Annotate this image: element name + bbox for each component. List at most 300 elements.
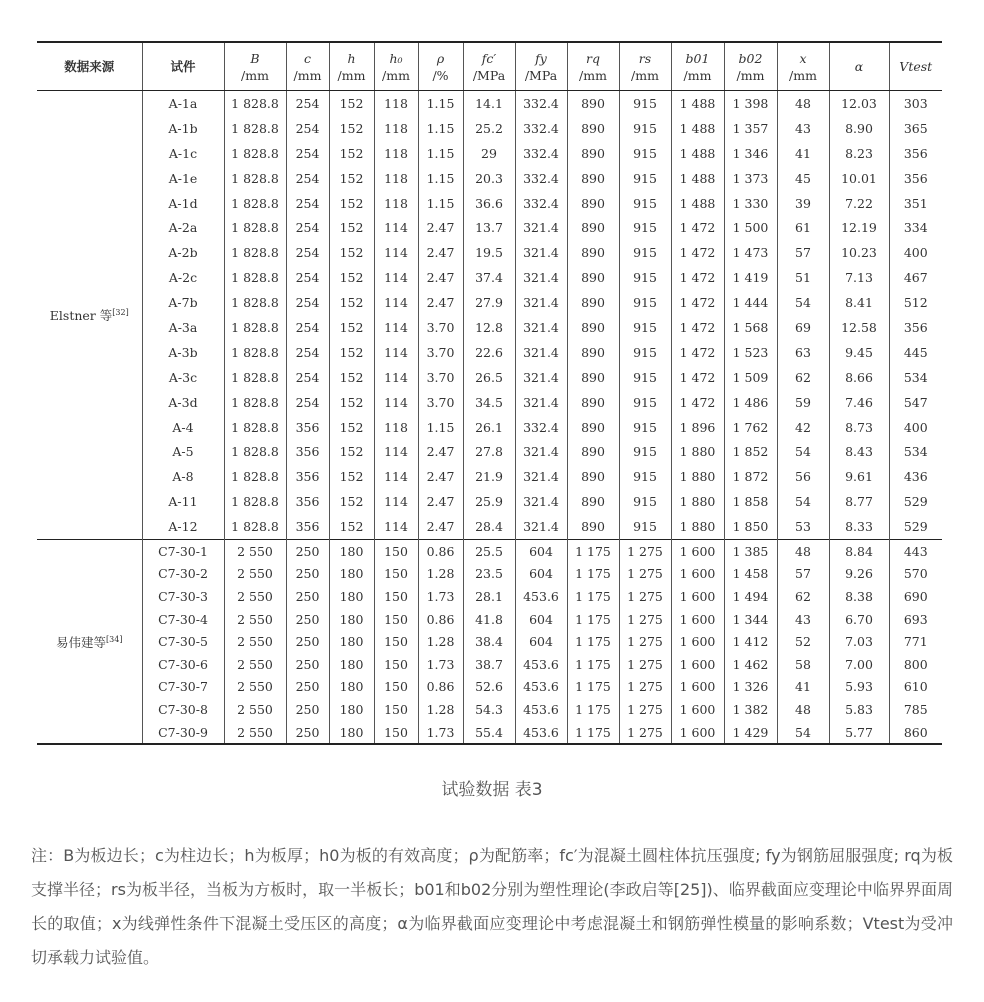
table-cell: 890	[567, 365, 619, 390]
table-cell: 604	[515, 540, 567, 563]
table-cell: 1 412	[724, 630, 777, 653]
table-cell: 114	[374, 215, 418, 240]
column-symbol: x	[799, 50, 807, 66]
table-row	[37, 91, 942, 116]
specimen-cell: A-2b	[142, 240, 224, 265]
table-cell: 152	[329, 439, 374, 464]
table-cell: 5.83	[829, 698, 889, 721]
table-row	[37, 563, 942, 586]
table-cell: 13.7	[463, 215, 515, 240]
table-cell: 1 330	[724, 191, 777, 216]
table-cell: 26.1	[463, 415, 515, 440]
table-cell: 529	[889, 489, 942, 514]
column-symbol: fy	[535, 50, 547, 66]
table-cell: 529	[889, 514, 942, 539]
table-cell: 19.5	[463, 240, 515, 265]
table-cell: 8.73	[829, 415, 889, 440]
table-cell: 114	[374, 514, 418, 539]
table-cell: 41	[777, 141, 829, 166]
table-cell: 321.4	[515, 215, 567, 240]
table-cell: 453.6	[515, 721, 567, 745]
table-cell: 1 880	[671, 514, 724, 539]
table-cell: 57	[777, 563, 829, 586]
table-cell: 152	[329, 265, 374, 290]
table-cell: 10.01	[829, 166, 889, 191]
table-cell: 48	[777, 540, 829, 563]
specimen-cell: C7-30-4	[142, 608, 224, 631]
column-symbol: rq	[586, 50, 600, 66]
table-cell: 21.9	[463, 464, 515, 489]
specimen-cell: A-5	[142, 439, 224, 464]
table-cell: 7.22	[829, 191, 889, 216]
specimen-cell: C7-30-5	[142, 630, 224, 653]
table-cell: 48	[777, 698, 829, 721]
table-cell: 1 828.8	[224, 514, 286, 539]
table-cell: 332.4	[515, 141, 567, 166]
table-cell: 254	[286, 91, 329, 116]
specimen-cell: A-3a	[142, 315, 224, 340]
table-cell: 604	[515, 630, 567, 653]
column-unit: /mm	[579, 67, 607, 83]
specimen-cell: A-1a	[142, 91, 224, 116]
table-row	[37, 191, 942, 216]
table-cell: 321.4	[515, 439, 567, 464]
table-cell: 118	[374, 116, 418, 141]
table-cell: 57	[777, 240, 829, 265]
table-cell: 771	[889, 630, 942, 653]
table-cell: 1 488	[671, 166, 724, 191]
table-cell: 1 175	[567, 721, 619, 745]
table-cell: 321.4	[515, 365, 567, 390]
table-cell: 150	[374, 653, 418, 676]
table-cell: 14.1	[463, 91, 515, 116]
table-cell: 915	[619, 215, 671, 240]
table-cell: 114	[374, 290, 418, 315]
table-cell: 1 175	[567, 540, 619, 563]
table-cell: 1 444	[724, 290, 777, 315]
table-cell: 54	[777, 721, 829, 745]
column-unit: /mm	[241, 67, 269, 83]
column-symbol: h	[347, 50, 356, 66]
table-cell: 1 523	[724, 340, 777, 365]
table-cell: 334	[889, 215, 942, 240]
table-cell: 1 472	[671, 240, 724, 265]
specimen-cell: A-1e	[142, 166, 224, 191]
table-cell: 1 275	[619, 653, 671, 676]
table-cell: 114	[374, 489, 418, 514]
table-cell: 1 326	[724, 676, 777, 699]
table-cell: 1 762	[724, 415, 777, 440]
table-cell: 890	[567, 215, 619, 240]
table-cell: 39	[777, 191, 829, 216]
table-cell: 321.4	[515, 390, 567, 415]
table-cell: 1 275	[619, 698, 671, 721]
table-cell: 860	[889, 721, 942, 745]
table-cell: 1 828.8	[224, 240, 286, 265]
table-cell: 321.4	[515, 489, 567, 514]
column-header	[286, 42, 329, 91]
table-cell: 1 600	[671, 676, 724, 699]
table-cell: 152	[329, 390, 374, 415]
table-cell: 1 568	[724, 315, 777, 340]
table-cell: 7.00	[829, 653, 889, 676]
table-cell: 2.47	[418, 215, 463, 240]
table-cell: 321.4	[515, 315, 567, 340]
table-cell: 43	[777, 116, 829, 141]
specimen-cell: A-3d	[142, 390, 224, 415]
table-cell: 2 550	[224, 676, 286, 699]
table-cell: 254	[286, 340, 329, 365]
table-cell: 1 275	[619, 540, 671, 563]
table-cell: 321.4	[515, 514, 567, 539]
column-symbol: rs	[638, 50, 652, 66]
table-cell: 118	[374, 91, 418, 116]
table-cell: 915	[619, 390, 671, 415]
table-cell: 2 550	[224, 608, 286, 631]
table-cell: 61	[777, 215, 829, 240]
table-cell: 152	[329, 240, 374, 265]
table-cell: 890	[567, 315, 619, 340]
table-cell: 250	[286, 721, 329, 745]
table-cell: 1 472	[671, 390, 724, 415]
table-cell: 321.4	[515, 464, 567, 489]
table-row	[37, 240, 942, 265]
table-cell: 250	[286, 563, 329, 586]
column-header: 数据来源	[37, 42, 142, 91]
table-cell: 250	[286, 540, 329, 563]
column-header	[329, 42, 374, 91]
table-cell: 9.26	[829, 563, 889, 586]
table-cell: 890	[567, 464, 619, 489]
table-cell: 1 828.8	[224, 489, 286, 514]
column-header	[619, 42, 671, 91]
table-cell: 254	[286, 365, 329, 390]
table-cell: 1 382	[724, 698, 777, 721]
table-cell: 114	[374, 315, 418, 340]
table-cell: 29	[463, 141, 515, 166]
table-cell: 2.47	[418, 290, 463, 315]
table-cell: 114	[374, 464, 418, 489]
table-cell: 1 488	[671, 116, 724, 141]
table-row	[37, 415, 942, 440]
table-cell: 55.4	[463, 721, 515, 745]
table-cell: 62	[777, 585, 829, 608]
specimen-cell: A-8	[142, 464, 224, 489]
table-cell: 1.15	[418, 415, 463, 440]
table-cell: 1 275	[619, 608, 671, 631]
table-cell: 152	[329, 191, 374, 216]
table-cell: 356	[889, 315, 942, 340]
table-cell: 890	[567, 439, 619, 464]
table-cell: 1.15	[418, 116, 463, 141]
table-cell: 1 600	[671, 585, 724, 608]
table-cell: 1 828.8	[224, 290, 286, 315]
table-cell: 250	[286, 608, 329, 631]
table-cell: 2.47	[418, 265, 463, 290]
table-cell: 1 600	[671, 608, 724, 631]
table-cell: 604	[515, 608, 567, 631]
specimen-cell: C7-30-8	[142, 698, 224, 721]
table-cell: 1 344	[724, 608, 777, 631]
table-cell: 254	[286, 141, 329, 166]
specimen-cell: A-3b	[142, 340, 224, 365]
table-header	[37, 42, 942, 91]
column-header	[829, 42, 889, 91]
table-cell: 152	[329, 514, 374, 539]
specimen-cell: C7-30-9	[142, 721, 224, 745]
table-cell: 28.1	[463, 585, 515, 608]
column-header	[777, 42, 829, 91]
table-cell: 54.3	[463, 698, 515, 721]
table-cell: 890	[567, 489, 619, 514]
table-cell: 890	[567, 191, 619, 216]
table-row	[37, 676, 942, 699]
table-cell: 1 275	[619, 585, 671, 608]
table-cell: 1 880	[671, 489, 724, 514]
table-row	[37, 721, 942, 745]
table-cell: 152	[329, 415, 374, 440]
table-cell: 1 429	[724, 721, 777, 745]
table-note: 注：B为板边长；c为柱边长；h为板厚；h0为板的有效高度；ρ为配筋率；fc′为混凝土圆柱体抗压强度; fy为钢筋屈服强度; rq为板支撑半径；rs为板半径，当板为方板时，取一半板长；b01和b02分别为塑性理论(李政启等[25])、临界截面应变理论中临界界面周长的取值；x为线弹性条件下混凝土受压区的高度；α为临界截面应变理论中考虑混凝土和钢筋弹性模量的影响系数；Vtest为受冲切承载力试验值。	[31, 846, 953, 967]
table-cell: 8.33	[829, 514, 889, 539]
table-cell: 356	[286, 415, 329, 440]
table-cell: 1 600	[671, 653, 724, 676]
table-cell: 915	[619, 514, 671, 539]
table-cell: 12.58	[829, 315, 889, 340]
table-cell: 1 275	[619, 676, 671, 699]
table-cell: 69	[777, 315, 829, 340]
table-cell: 890	[567, 415, 619, 440]
table-cell: 5.77	[829, 721, 889, 745]
table-cell: 1 494	[724, 585, 777, 608]
column-unit: /mm	[337, 67, 366, 83]
table-cell: 321.4	[515, 340, 567, 365]
table-cell: 180	[329, 721, 374, 745]
specimen-cell: A-2c	[142, 265, 224, 290]
table-cell: 7.03	[829, 630, 889, 653]
table-cell: 43	[777, 608, 829, 631]
table-cell: 254	[286, 315, 329, 340]
table-cell: 445	[889, 340, 942, 365]
table-cell: 0.86	[418, 608, 463, 631]
table-cell: 250	[286, 698, 329, 721]
table-cell: 915	[619, 191, 671, 216]
specimen-cell: A-1c	[142, 141, 224, 166]
table-cell: 1 488	[671, 141, 724, 166]
table-cell: 1 828.8	[224, 215, 286, 240]
column-header	[567, 42, 619, 91]
table-cell: 915	[619, 265, 671, 290]
table-cell: 915	[619, 290, 671, 315]
table-cell: 332.4	[515, 191, 567, 216]
table-cell: 915	[619, 141, 671, 166]
table-cell: 10.23	[829, 240, 889, 265]
table-cell: 604	[515, 563, 567, 586]
table-row	[37, 464, 942, 489]
table-cell: 8.38	[829, 585, 889, 608]
table-cell: 915	[619, 315, 671, 340]
table-cell: 1 850	[724, 514, 777, 539]
table-cell: 152	[329, 91, 374, 116]
table-cell: 570	[889, 563, 942, 586]
table-cell: 0.86	[418, 676, 463, 699]
table-row	[37, 166, 942, 191]
table-cell: 915	[619, 365, 671, 390]
table-cell: 1 500	[724, 215, 777, 240]
table-cell: 1 472	[671, 365, 724, 390]
table-cell: 7.13	[829, 265, 889, 290]
table-cell: 7.46	[829, 390, 889, 415]
column-unit: /mm	[293, 67, 322, 83]
table-cell: 54	[777, 290, 829, 315]
table-row	[37, 540, 942, 563]
table-cell: 0.86	[418, 540, 463, 563]
table-cell: 1 852	[724, 439, 777, 464]
table-cell: 2 550	[224, 563, 286, 586]
table-cell: 890	[567, 340, 619, 365]
table-cell: 52	[777, 630, 829, 653]
table-cell: 1 462	[724, 653, 777, 676]
table-cell: 915	[619, 166, 671, 191]
specimen-cell: C7-30-3	[142, 585, 224, 608]
table-cell: 1.28	[418, 698, 463, 721]
specimen-cell: C7-30-1	[142, 540, 224, 563]
table-cell: 890	[567, 514, 619, 539]
table-cell: 150	[374, 585, 418, 608]
table-cell: 1 373	[724, 166, 777, 191]
column-header	[374, 42, 418, 91]
table-cell: 152	[329, 340, 374, 365]
column-unit: /%	[432, 67, 449, 83]
column-symbol: b02	[738, 50, 763, 66]
column-header	[515, 42, 567, 91]
table-cell: 254	[286, 265, 329, 290]
column-unit: /mm	[382, 67, 410, 83]
table-row	[37, 608, 942, 631]
table-cell: 38.4	[463, 630, 515, 653]
table-cell: 1.15	[418, 166, 463, 191]
specimen-cell: C7-30-2	[142, 563, 224, 586]
table-cell: 152	[329, 141, 374, 166]
table-cell: 118	[374, 415, 418, 440]
table-cell: 2.47	[418, 464, 463, 489]
table-cell: 114	[374, 439, 418, 464]
table-cell: 1 880	[671, 439, 724, 464]
table-cell: 512	[889, 290, 942, 315]
table-cell: 8.90	[829, 116, 889, 141]
table-cell: 48	[777, 91, 829, 116]
table-cell: 400	[889, 240, 942, 265]
specimen-cell: A-3c	[142, 365, 224, 390]
table-cell: 890	[567, 290, 619, 315]
table-cell: 254	[286, 166, 329, 191]
table-row	[37, 365, 942, 390]
column-header	[724, 42, 777, 91]
table-cell: 800	[889, 653, 942, 676]
table-cell: 1 385	[724, 540, 777, 563]
specimen-cell: A-4	[142, 415, 224, 440]
table-cell: 2 550	[224, 698, 286, 721]
table-cell: 534	[889, 439, 942, 464]
table-cell: 321.4	[515, 290, 567, 315]
table-cell: 890	[567, 265, 619, 290]
data-source-name: 易伟建等	[56, 634, 107, 650]
table-cell: 1 472	[671, 265, 724, 290]
table-cell: 1 828.8	[224, 191, 286, 216]
table-cell: 8.41	[829, 290, 889, 315]
column-header	[224, 42, 286, 91]
table-cell: 1 600	[671, 630, 724, 653]
table-cell: 915	[619, 240, 671, 265]
table-cell: 150	[374, 721, 418, 745]
table-cell: 114	[374, 265, 418, 290]
table-cell: 45	[777, 166, 829, 191]
table-cell: 890	[567, 166, 619, 191]
table-row	[37, 439, 942, 464]
table-cell: 453.6	[515, 653, 567, 676]
table-cell: 1.73	[418, 585, 463, 608]
table-cell: 1 346	[724, 141, 777, 166]
table-cell: 1 398	[724, 91, 777, 116]
column-symbol: h₀	[389, 50, 403, 66]
table-cell: 332.4	[515, 166, 567, 191]
table-cell: 332.4	[515, 116, 567, 141]
header-row	[37, 42, 942, 91]
table-cell: 53	[777, 514, 829, 539]
table-cell: 1 275	[619, 721, 671, 745]
table-cell: 180	[329, 653, 374, 676]
table-cell: 152	[329, 166, 374, 191]
reference-marker: [34]	[106, 634, 123, 644]
table-cell: 2.47	[418, 240, 463, 265]
table-cell: 2.47	[418, 439, 463, 464]
group-elstner	[37, 91, 942, 540]
table-cell: 8.66	[829, 365, 889, 390]
table-cell: 356	[286, 489, 329, 514]
table-cell: 453.6	[515, 676, 567, 699]
table-cell: 59	[777, 390, 829, 415]
table-cell: 62	[777, 365, 829, 390]
table-cell: 114	[374, 240, 418, 265]
table-cell: 9.61	[829, 464, 889, 489]
table-cell: 890	[567, 240, 619, 265]
table-cell: 114	[374, 365, 418, 390]
table-row	[37, 390, 942, 415]
column-symbol: c	[303, 50, 311, 66]
table-cell: 1 275	[619, 563, 671, 586]
table-cell: 27.9	[463, 290, 515, 315]
table-row	[37, 215, 942, 240]
table-cell: 1 872	[724, 464, 777, 489]
table-cell: 890	[567, 91, 619, 116]
table-cell: 1 175	[567, 630, 619, 653]
table-cell: 2 550	[224, 585, 286, 608]
table-cell: 36.6	[463, 191, 515, 216]
table-row	[37, 116, 942, 141]
column-header	[463, 42, 515, 91]
table-cell: 1.28	[418, 563, 463, 586]
table-cell: 51	[777, 265, 829, 290]
table-cell: 1 175	[567, 676, 619, 699]
table-cell: 1 275	[619, 630, 671, 653]
table-cell: 254	[286, 116, 329, 141]
table-cell: 118	[374, 166, 418, 191]
table-cell: 1 828.8	[224, 265, 286, 290]
table-cell: 1 175	[567, 608, 619, 631]
table-cell: 1 828.8	[224, 464, 286, 489]
table-row	[37, 698, 942, 721]
table-cell: 52.6	[463, 676, 515, 699]
